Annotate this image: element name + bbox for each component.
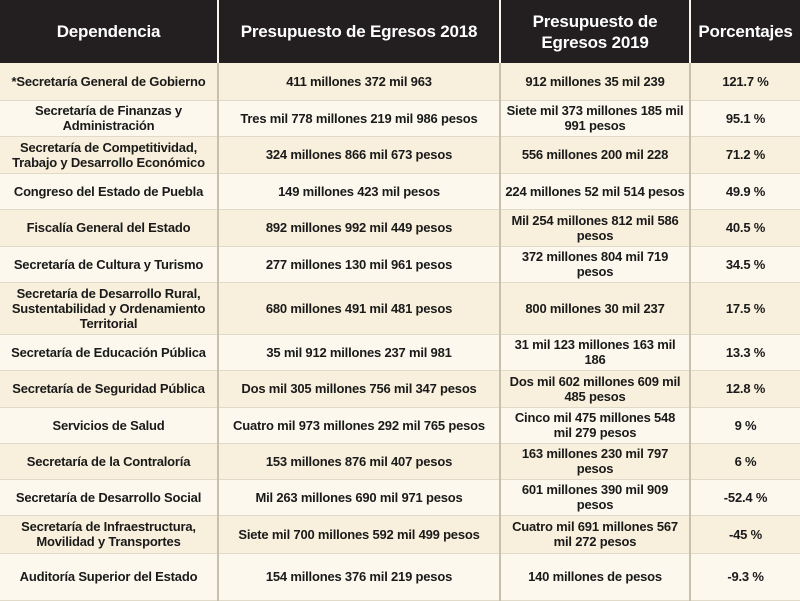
header-row <box>0 0 800 63</box>
cell-dependencia: Secretaría de Finanzas y Administración <box>0 100 218 136</box>
cell-presupuesto-2019: 31 mil 123 millones 163 mil 186 <box>500 334 690 370</box>
cell-dependencia: Congreso del Estado de Puebla <box>0 173 218 209</box>
cell-presupuesto-2019: 372 millones 804 mil 719 pesos <box>500 246 690 282</box>
cell-dependencia: Secretaría de Cultura y Turismo <box>0 246 218 282</box>
cell-porcentaje: 95.1 % <box>690 100 800 136</box>
table-row <box>0 246 800 282</box>
table-row <box>0 100 800 136</box>
cell-porcentaje: 49.9 % <box>690 173 800 209</box>
cell-presupuesto-2019: Dos mil 602 millones 609 mil 485 pesos <box>500 370 690 407</box>
cell-presupuesto-2019: 912 millones 35 mil 239 <box>500 63 690 100</box>
cell-presupuesto-2018: 324 millones 866 mil 673 pesos <box>218 136 500 173</box>
header-porcentajes: Porcentajes <box>690 0 800 63</box>
cell-porcentaje: 121.7 % <box>690 63 800 100</box>
cell-presupuesto-2019: 140 millones de pesos <box>500 553 690 600</box>
cell-presupuesto-2018: 153 millones 876 mil 407 pesos <box>218 443 500 479</box>
cell-presupuesto-2019: 601 millones 390 mil 909 pesos <box>500 479 690 515</box>
cell-presupuesto-2018: 149 millones 423 mil pesos <box>218 173 500 209</box>
cell-presupuesto-2019: 800 millones 30 mil 237 <box>500 282 690 334</box>
cell-presupuesto-2018: 277 millones 130 mil 961 pesos <box>218 246 500 282</box>
cell-presupuesto-2018: Dos mil 305 millones 756 mil 347 pesos <box>218 370 500 407</box>
header-presupuesto-2019: Presupuesto de Egresos 2019 <box>500 0 690 63</box>
header-dependencia: Dependencia <box>0 0 218 63</box>
table-row <box>0 443 800 479</box>
cell-porcentaje: 34.5 % <box>690 246 800 282</box>
cell-dependencia: Secretaría de Infraestructura, Movilidad y Transportes <box>0 515 218 553</box>
table-row <box>0 515 800 553</box>
cell-porcentaje: 6 % <box>690 443 800 479</box>
cell-porcentaje: 9 % <box>690 407 800 443</box>
cell-presupuesto-2019: Siete mil 373 millones 185 mil 991 pesos <box>500 100 690 136</box>
cell-presupuesto-2018: 680 millones 491 mil 481 pesos <box>218 282 500 334</box>
cell-porcentaje: -9.3 % <box>690 553 800 600</box>
cell-dependencia: Secretaría de Desarrollo Social <box>0 479 218 515</box>
cell-porcentaje: 71.2 % <box>690 136 800 173</box>
cell-presupuesto-2018: 35 mil 912 millones 237 mil 981 <box>218 334 500 370</box>
table-row <box>0 553 800 600</box>
cell-presupuesto-2018: 892 millones 992 mil 449 pesos <box>218 209 500 246</box>
table-row <box>0 282 800 334</box>
cell-presupuesto-2019: 163 millones 230 mil 797 pesos <box>500 443 690 479</box>
cell-porcentaje: 13.3 % <box>690 334 800 370</box>
cell-dependencia: Secretaría de Educación Pública <box>0 334 218 370</box>
table-row <box>0 479 800 515</box>
cell-porcentaje: -52.4 % <box>690 479 800 515</box>
table-row <box>0 63 800 100</box>
cell-dependencia: Fiscalía General del Estado <box>0 209 218 246</box>
cell-dependencia: *Secretaría General de Gobierno <box>0 63 218 100</box>
cell-presupuesto-2019: Cinco mil 475 millones 548 mil 279 pesos <box>500 407 690 443</box>
table-header <box>0 0 800 63</box>
cell-dependencia: Secretaría de la Contraloría <box>0 443 218 479</box>
cell-porcentaje: 17.5 % <box>690 282 800 334</box>
cell-porcentaje: 40.5 % <box>690 209 800 246</box>
table-row <box>0 173 800 209</box>
cell-presupuesto-2018: Mil 263 millones 690 mil 971 pesos <box>218 479 500 515</box>
table-row <box>0 209 800 246</box>
cell-presupuesto-2019: Cuatro mil 691 millones 567 mil 272 pesos <box>500 515 690 553</box>
cell-presupuesto-2018: 411 millones 372 mil 963 <box>218 63 500 100</box>
table-row <box>0 407 800 443</box>
cell-presupuesto-2019: 224 millones 52 mil 514 pesos <box>500 173 690 209</box>
table-row <box>0 136 800 173</box>
cell-presupuesto-2018: 154 millones 376 mil 219 pesos <box>218 553 500 600</box>
cell-dependencia: Secretaría de Seguridad Pública <box>0 370 218 407</box>
cell-presupuesto-2018: Cuatro mil 973 millones 292 mil 765 pesos <box>218 407 500 443</box>
table-row <box>0 370 800 407</box>
header-presupuesto-2018: Presupuesto de Egresos 2018 <box>218 0 500 63</box>
table-body <box>0 63 800 600</box>
cell-presupuesto-2018: Siete mil 700 millones 592 mil 499 pesos <box>218 515 500 553</box>
table-row <box>0 334 800 370</box>
cell-dependencia: Secretaría de Desarrollo Rural, Sustentabilidad y Ordenamiento Territorial <box>0 282 218 334</box>
cell-presupuesto-2018: Tres mil 778 millones 219 mil 986 pesos <box>218 100 500 136</box>
cell-presupuesto-2019: 556 millones 200 mil 228 <box>500 136 690 173</box>
cell-dependencia: Secretaría de Competitividad, Trabajo y Desarrollo Económico <box>0 136 218 173</box>
cell-presupuesto-2019: Mil 254 millones 812 mil 586 pesos <box>500 209 690 246</box>
cell-dependencia: Servicios de Salud <box>0 407 218 443</box>
cell-porcentaje: -45 % <box>690 515 800 553</box>
cell-porcentaje: 12.8 % <box>690 370 800 407</box>
cell-dependencia: Auditoría Superior del Estado <box>0 553 218 600</box>
